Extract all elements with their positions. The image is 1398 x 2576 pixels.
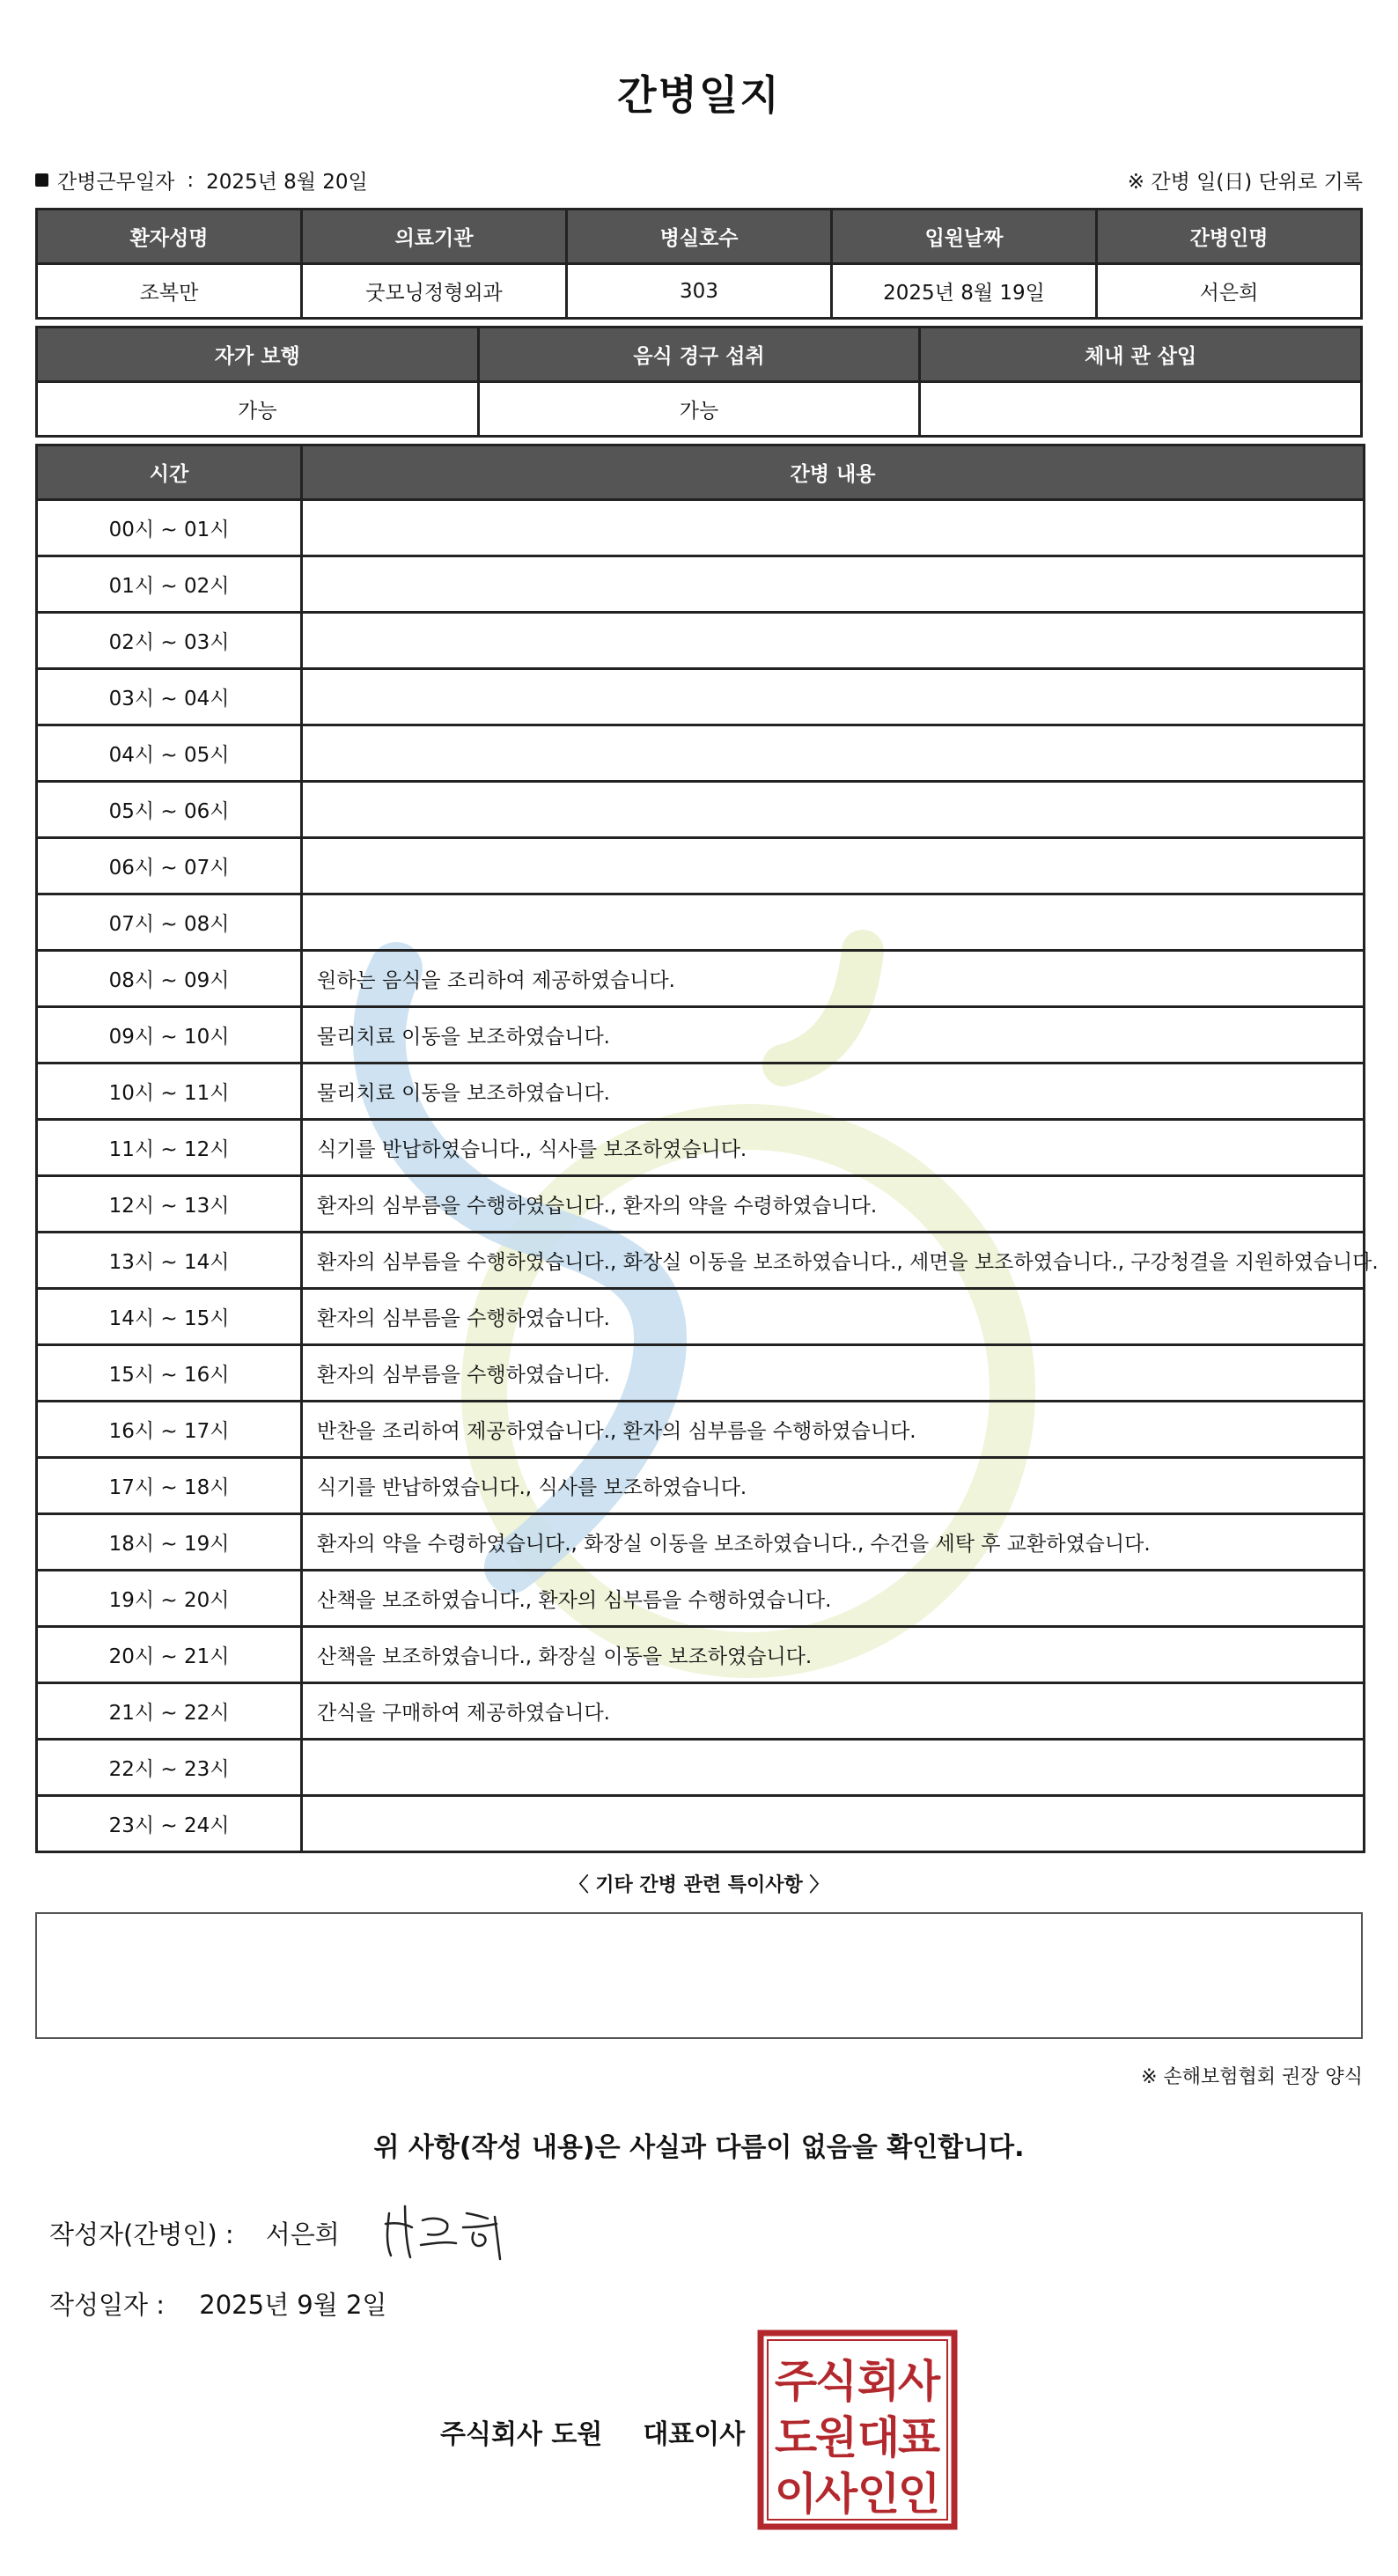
care-content: 물리치료 이동을 보조하였습니다.	[302, 1064, 1365, 1120]
bullet-square-icon	[35, 173, 48, 187]
time-slot: 04시 ~ 05시	[37, 725, 302, 782]
writer-name: 서은희	[265, 2219, 340, 2249]
time-slot: 18시 ~ 19시	[37, 1514, 302, 1571]
time-slot: 12시 ~ 13시	[37, 1176, 302, 1233]
time-slot: 10시 ~ 11시	[37, 1064, 302, 1120]
confirmation-statement: 위 사항(작성 내용)은 사실과 다름이 없음을 확인합니다.	[373, 2132, 1025, 2163]
writer-label: 작성자(간병인) :	[49, 2219, 234, 2249]
care-content: 물리치료 이동을 보조하였습니다.	[302, 1007, 1365, 1064]
company-line	[440, 2412, 745, 2451]
care-content: 산책을 보조하였습니다., 화장실 이동을 보조하였습니다.	[302, 1627, 1365, 1683]
time-slot: 17시 ~ 18시	[37, 1458, 302, 1514]
care-content	[302, 669, 1365, 725]
table-row	[37, 613, 1365, 669]
table-row	[37, 1120, 1365, 1176]
care-content: 반찬을 조리하여 제공하였습니다., 환자의 심부름을 수행하였습니다.	[302, 1402, 1365, 1458]
table-row	[37, 1796, 1365, 1852]
care-content: 환자의 심부름을 수행하였습니다., 화장실 이동을 보조하였습니다., 세면을 보조하였습니다., 구강청결을 지원하였습니다.	[302, 1233, 1365, 1289]
oral-intake-value: 가능	[478, 382, 920, 437]
svg-text:인: 인	[857, 2469, 901, 2520]
care-content	[302, 500, 1365, 556]
header-room-number: 병실호수	[567, 210, 832, 264]
care-content	[302, 1796, 1365, 1852]
work-date-row	[35, 166, 368, 195]
table-row	[37, 1458, 1365, 1514]
care-content	[302, 1740, 1365, 1796]
header-tube-insertion: 체내 관 삽입	[920, 328, 1362, 382]
care-content	[302, 838, 1365, 894]
table-row	[37, 1571, 1365, 1627]
table-row	[37, 1740, 1365, 1796]
patient-name-value: 조복만	[37, 264, 302, 319]
time-slot: 00시 ~ 01시	[37, 500, 302, 556]
time-slot: 09시 ~ 10시	[37, 1007, 302, 1064]
room-number-value: 303	[567, 264, 832, 319]
svg-text:원: 원	[814, 2412, 858, 2463]
care-content: 원하는 음식을 조리하여 제공하였습니다.	[302, 951, 1365, 1007]
care-content	[302, 613, 1365, 669]
company-seal-stamp	[757, 2329, 958, 2530]
care-content: 간식을 구매하여 제공하였습니다.	[302, 1683, 1365, 1740]
care-content	[302, 894, 1365, 951]
table-row	[37, 1683, 1365, 1740]
time-slot: 08시 ~ 09시	[37, 951, 302, 1007]
svg-text:식: 식	[814, 2356, 858, 2407]
patient-info-table	[35, 208, 1363, 320]
table-row	[37, 1345, 1365, 1402]
table-row	[37, 1176, 1365, 1233]
table-row	[37, 1514, 1365, 1571]
time-slot: 21시 ~ 22시	[37, 1683, 302, 1740]
header-hospital: 의료기관	[302, 210, 567, 264]
svg-text:사: 사	[897, 2356, 941, 2407]
table-row	[37, 782, 1365, 838]
unit-note: ※ 간병 일(日) 단위로 기록	[1127, 171, 1363, 194]
header-time: 시간	[37, 445, 302, 500]
table-row	[37, 894, 1365, 951]
notes-title: 〈 기타 간병 관련 특이사항 〉	[569, 1874, 829, 1896]
time-slot: 11시 ~ 12시	[37, 1120, 302, 1176]
ceo-label: 대표이사	[643, 2419, 746, 2450]
care-content: 식기를 반납하였습니다., 식사를 보조하였습니다.	[302, 1458, 1365, 1514]
care-content: 산책을 보조하였습니다., 환자의 심부름을 수행하였습니다.	[302, 1571, 1365, 1627]
time-slot: 16시 ~ 17시	[37, 1402, 302, 1458]
care-content: 환자의 약을 수령하였습니다., 화장실 이동을 보조하였습니다., 수건을 세탁 후 교환하였습니다.	[302, 1514, 1365, 1571]
writer-row	[49, 2215, 340, 2251]
tube-insertion-value	[920, 382, 1362, 437]
care-content	[302, 782, 1365, 838]
care-content: 환자의 심부름을 수행하였습니다., 환자의 약을 수령하였습니다.	[302, 1176, 1365, 1233]
table-row	[37, 838, 1365, 894]
table-row	[37, 1064, 1365, 1120]
svg-text:표: 표	[897, 2412, 941, 2463]
time-slot: 07시 ~ 08시	[37, 894, 302, 951]
header-admission-date: 입원날짜	[832, 210, 1097, 264]
caregiver-name-value: 서은희	[1097, 264, 1362, 319]
admission-date-value: 2025년 8월 19일	[832, 264, 1097, 319]
care-content	[302, 725, 1365, 782]
care-content: 식기를 반납하였습니다., 식사를 보조하였습니다.	[302, 1120, 1365, 1176]
work-date-separator: :	[187, 168, 195, 192]
care-log-table	[35, 444, 1379, 1853]
svg-text:회: 회	[857, 2356, 901, 2407]
notes-box	[35, 1912, 1363, 2039]
time-slot: 20시 ~ 21시	[37, 1627, 302, 1683]
work-date-value: 2025년 8월 20일	[206, 171, 368, 194]
company-name: 주식회사 도원	[440, 2419, 603, 2450]
table-row	[37, 1402, 1365, 1458]
table-row	[37, 1627, 1365, 1683]
time-slot: 03시 ~ 04시	[37, 669, 302, 725]
time-slot: 19시 ~ 20시	[37, 1571, 302, 1627]
time-slot: 05시 ~ 06시	[37, 782, 302, 838]
care-content: 환자의 심부름을 수행하였습니다.	[302, 1345, 1365, 1402]
svg-text:사: 사	[814, 2469, 858, 2520]
patient-status-table	[35, 326, 1363, 438]
table-row	[37, 725, 1365, 782]
time-slot: 22시 ~ 23시	[37, 1740, 302, 1796]
care-content	[302, 556, 1365, 613]
table-row	[37, 1289, 1365, 1345]
written-date-value: 2025년 9월 2일	[199, 2290, 387, 2320]
time-slot: 06시 ~ 07시	[37, 838, 302, 894]
care-log-body	[37, 500, 1379, 1852]
work-date-label: 간병근무일자	[57, 171, 175, 194]
svg-text:대: 대	[857, 2412, 901, 2463]
written-date-label: 작성일자 :	[49, 2290, 166, 2320]
hospital-value: 굿모닝정형외과	[302, 264, 567, 319]
time-slot: 02시 ~ 03시	[37, 613, 302, 669]
table-row	[37, 1233, 1365, 1289]
care-content: 환자의 심부름을 수행하였습니다.	[302, 1289, 1365, 1345]
table-row	[37, 669, 1365, 725]
page-title: 간병일지	[617, 71, 781, 119]
self-walking-value: 가능	[37, 382, 479, 437]
table-row	[37, 500, 1365, 556]
table-row	[37, 1007, 1365, 1064]
time-slot: 15시 ~ 16시	[37, 1345, 302, 1402]
header-self-walking: 자가 보행	[37, 328, 479, 382]
header-care-content: 간병 내용	[302, 445, 1365, 500]
time-slot: 13시 ~ 14시	[37, 1233, 302, 1289]
table-row	[37, 556, 1365, 613]
svg-text:주: 주	[774, 2356, 818, 2407]
header-oral-intake: 음식 경구 섭취	[478, 328, 920, 382]
time-slot: 01시 ~ 02시	[37, 556, 302, 613]
header-caregiver-name: 간병인명	[1097, 210, 1362, 264]
recommendation-note: ※ 손해보험협회 권장 양식	[1141, 2066, 1363, 2088]
handwritten-signature	[379, 2197, 511, 2268]
header-patient-name: 환자성명	[37, 210, 302, 264]
written-date-row	[49, 2285, 386, 2322]
svg-text:인: 인	[897, 2469, 941, 2520]
svg-text:이: 이	[774, 2469, 818, 2520]
table-row	[37, 951, 1365, 1007]
time-slot: 14시 ~ 15시	[37, 1289, 302, 1345]
svg-text:도: 도	[774, 2412, 818, 2463]
time-slot: 23시 ~ 24시	[37, 1796, 302, 1852]
